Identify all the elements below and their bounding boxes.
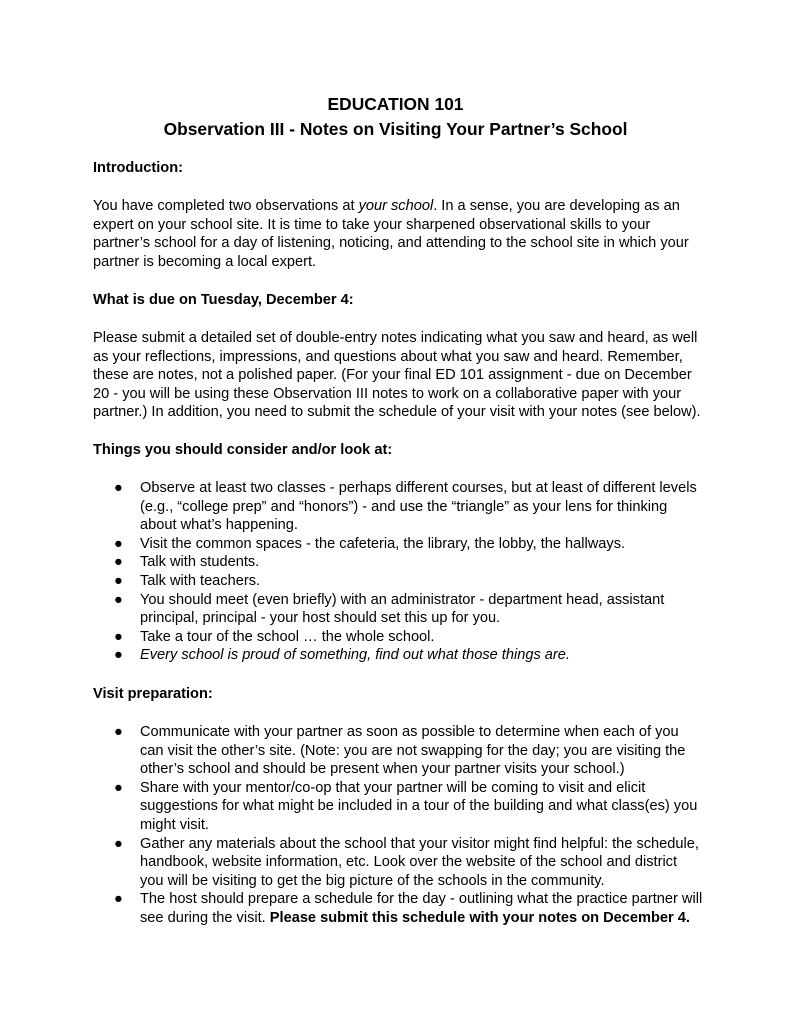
preparation-heading: Visit preparation:	[93, 686, 213, 702]
list-item	[93, 591, 703, 628]
bullet-icon: ●	[114, 535, 123, 552]
list-item-text: Take a tour of the school … the whole school.	[140, 628, 435, 645]
list-item-text: Communicate with your partner as soon as possible to determine when each of you can visit the other’s site. (Note: you are not swapping for the day; you are visiting the other’s school and should be present when your partner visits your school.)	[140, 724, 686, 778]
list-item	[93, 572, 703, 591]
due-text: Please submit a detailed set of double-entry notes indicating what you saw and heard, as well as your reflections, impressions, and questions about what you saw and heard. Remember, these are notes, not a polished paper. (For your final ED 101 assignment - due on December 20 - you will be using these Observation III notes to work on a collaborative paper with your partner.) In addition, you need to submit the schedule of your visit with your notes (see below).	[93, 330, 701, 421]
introduction-text-start: You have completed two observations at	[93, 198, 359, 214]
bullet-icon: ●	[114, 480, 123, 496]
list-item-text: Visit the common spaces - the cafeteria, the library, the lobby, the hallways.	[140, 535, 626, 552]
consider-heading: Things you should consider and/or look at:	[93, 442, 393, 458]
bullet-icon: ●	[114, 647, 123, 664]
consider-list	[93, 479, 703, 665]
bullet-icon: ●	[114, 835, 123, 852]
list-item	[93, 553, 703, 572]
bullet-icon: ●	[114, 891, 123, 908]
introduction-text-end: . In a sense, you are developing as an expert on your school site. It is time to take your sharpened observational skills to your partner’s school for a day of listening, noticing, and attending to the school site in which your partner is becoming a local expert.	[93, 198, 689, 270]
bullet-icon: ●	[114, 591, 123, 608]
list-item-text: Talk with students.	[140, 554, 260, 571]
introduction-heading: Introduction:	[93, 160, 183, 176]
list-item	[93, 535, 703, 554]
bullet-icon: ●	[114, 779, 123, 796]
introduction-paragraph	[93, 197, 703, 271]
document-subtitle: Observation III - Notes on Visiting Your Partner’s School	[163, 119, 628, 139]
preparation-list	[93, 723, 703, 928]
list-item-text: The host should prepare a schedule for the day - outlining what the practice partner will see during the visit.	[140, 891, 703, 926]
introduction-text-emphasis: your school	[358, 198, 434, 214]
list-item	[93, 646, 703, 665]
list-item-text: Gather any materials about the school that your visitor might find helpful: the schedule, handbook, website information, etc. Look over the website of the school and district you will be visiting to get the big picture of the schools in the community.	[140, 835, 699, 889]
course-title: EDUCATION 101	[327, 94, 464, 114]
list-item-text: You should meet (even briefly) with an administrator - department head, assistant principal, principal - your host should set this up for you.	[140, 591, 665, 627]
bullet-icon: ●	[114, 554, 123, 571]
list-item-emphasis: Please submit this schedule with your notes on December 4.	[269, 909, 690, 926]
bullet-icon: ●	[114, 572, 123, 589]
bullet-icon: ●	[114, 724, 123, 740]
list-item	[93, 835, 703, 891]
list-item-text: Talk with teachers.	[140, 572, 261, 589]
list-item-text: Every school is proud of something, find out what those things are.	[140, 647, 570, 664]
list-item	[93, 628, 703, 647]
list-item	[93, 479, 703, 535]
due-paragraph	[93, 329, 703, 422]
list-item	[93, 723, 703, 779]
list-item-text: Share with your mentor/co-op that your partner will be coming to visit and elicit suggestions for what might be included in a tour of the building and what class(es) you might visit.	[140, 779, 698, 833]
list-item	[93, 890, 703, 927]
list-item-text: Observe at least two classes - perhaps different courses, but at least of different levels (e.g., “college prep” and “honors”) - and use the “triangle” as your lens for thinking about what’s happening.	[140, 480, 697, 534]
bullet-icon: ●	[114, 628, 123, 645]
due-heading: What is due on Tuesday, December 4:	[93, 292, 354, 308]
list-item	[93, 779, 703, 835]
